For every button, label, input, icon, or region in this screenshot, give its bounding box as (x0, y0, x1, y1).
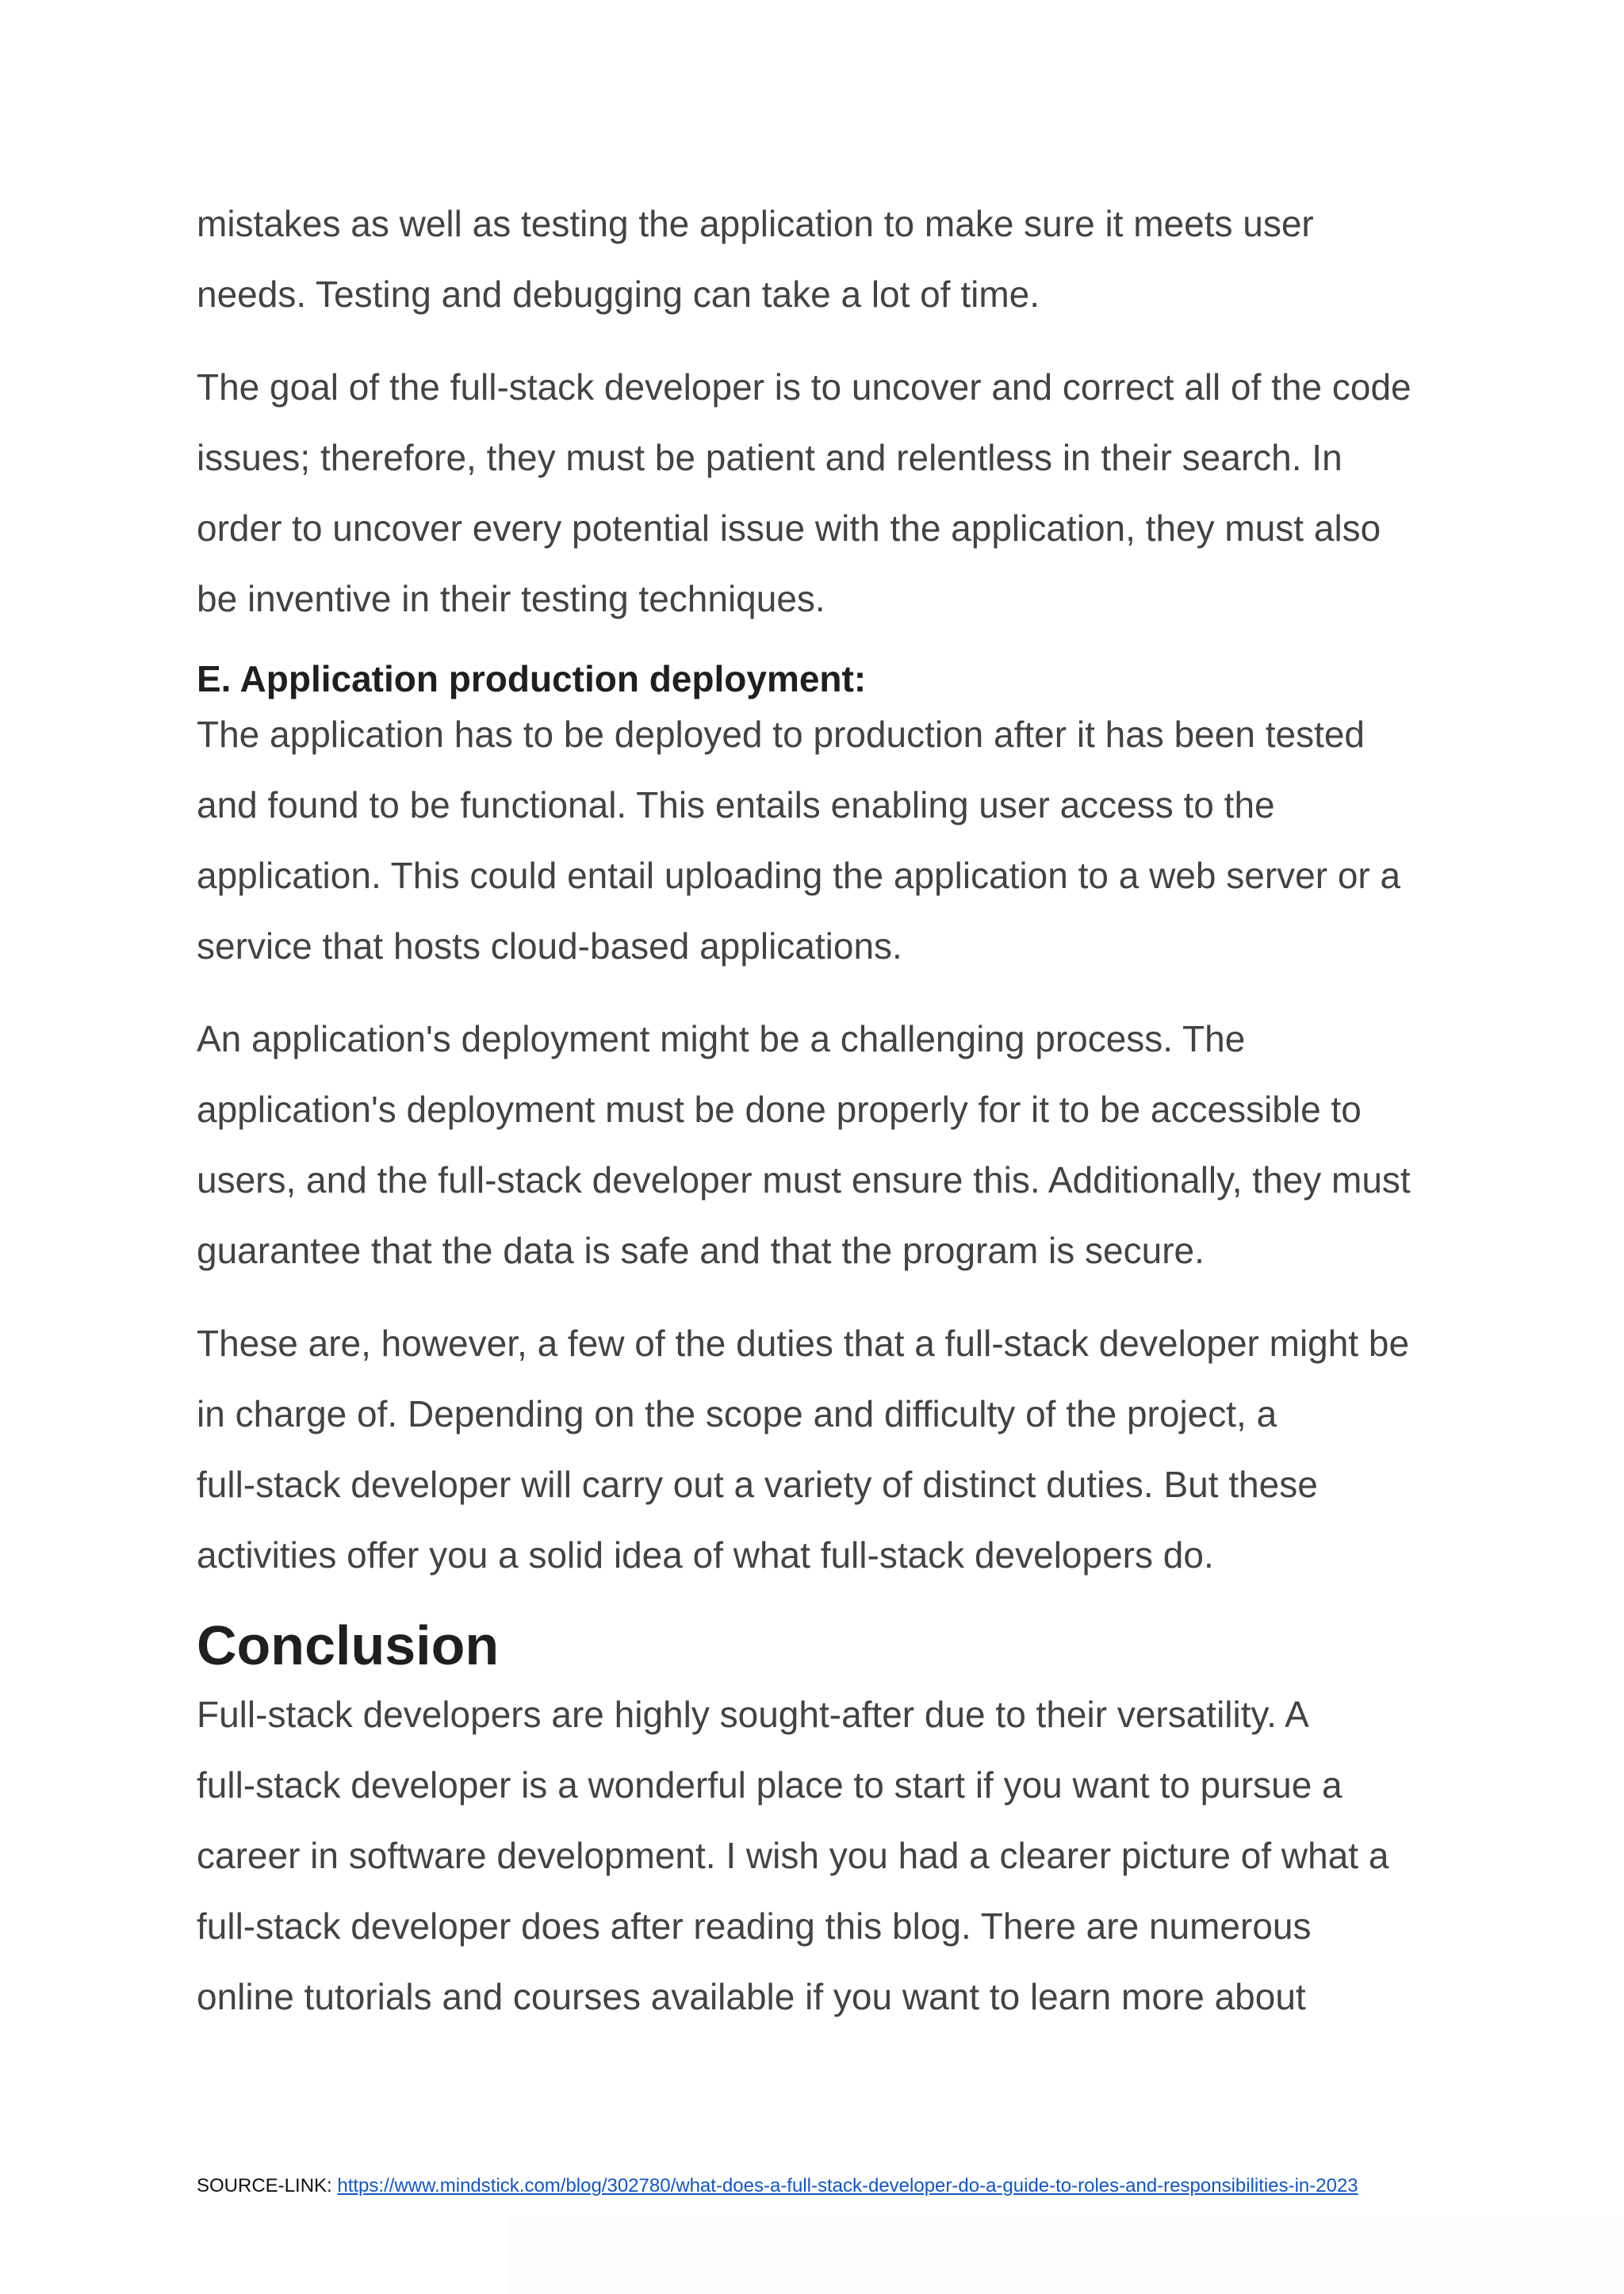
bottom-shade (508, 2216, 1624, 2294)
paragraph-testing-goal: The goal of the full-stack developer is to uncover and correct all of the code issues; therefore, they must be patient and relentless in their search. In order to uncover every potential issue with the application, they must also be inventive in their testing techniques. (197, 366, 1411, 619)
source-link[interactable]: https://www.mindstick.com/blog/302780/what-does-a-full-stack-developer-do-a-guide-to-roles-and-responsibilities-in-2023 (337, 2175, 1358, 2196)
paragraph-testing-continued: mistakes as well as testing the application to make sure it meets user needs. Testing and debugging can take a lot of time. (197, 203, 1314, 315)
section-heading-deployment: E. Application production deployment: (197, 658, 867, 699)
source-link-label: SOURCE-LINK: (197, 2175, 338, 2196)
paragraph-deployment-challenge: An application's deployment might be a challenging process. The application's deployment must be done properly for it to be accessible to users, and the full-stack developer must ensure this. Additionally, they must guarantee that the data is safe and that the program is secure. (197, 1018, 1411, 1271)
document-body (197, 189, 1442, 2032)
paragraph-deployment-intro: The application has to be deployed to production after it has been tested and found to be functional. This entails enabling user access to the application. This could entail uploading the application to a web server or a service that hosts cloud-based applications. (197, 714, 1401, 967)
paragraph-duties-summary: These are, however, a few of the duties that a full-stack developer might be in charge of. Depending on the scope and difficulty of the project, a full-stack developer will carry out a variety of distinct duties. But these activities offer you a solid idea of what full-stack developers do. (197, 1323, 1410, 1576)
paragraph-conclusion: Full-stack developers are highly sought-after due to their versatility. A full-stack developer is a wonderful place to start if you want to pursue a career in software development. I wish you had a clearer picture of what a full-stack developer does after reading this blog. There are numerous online tutorials and courses available if you want to learn more about (197, 1694, 1389, 2017)
conclusion-heading: Conclusion (197, 1614, 500, 1676)
source-link-footer (197, 2174, 1358, 2198)
